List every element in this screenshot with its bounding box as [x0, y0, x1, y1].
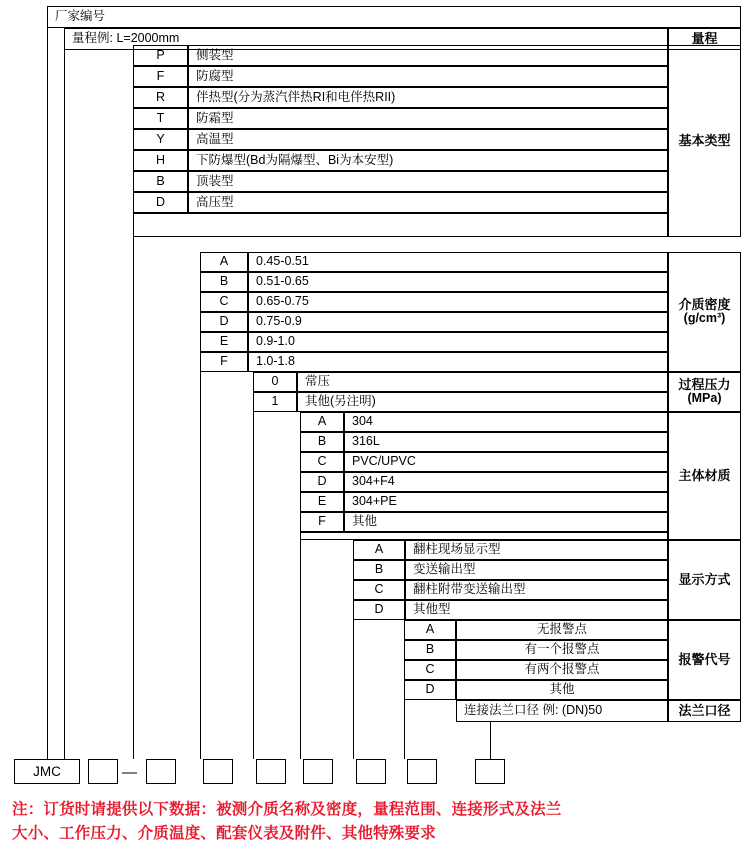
- alarm-code-0: [404, 620, 456, 640]
- basic-type-code-0: [133, 45, 188, 66]
- code-box-7[interactable]: [407, 759, 437, 784]
- alarm-code-3: [404, 680, 456, 700]
- code-label: B: [156, 173, 165, 188]
- desc-label: 0.9-1.0: [256, 334, 295, 349]
- display-code-2: [353, 580, 405, 600]
- density-code-1: [200, 272, 248, 292]
- basic-type-desc-4: [188, 129, 668, 150]
- display-title-label: 显示方式: [678, 571, 731, 587]
- basic-type-desc-1: [188, 66, 668, 87]
- pressure-title-label: 过程压力: [678, 376, 731, 392]
- basic-type-title: [668, 45, 741, 237]
- basic-type-code-1: [133, 66, 188, 87]
- density-code-4: [200, 332, 248, 352]
- dash-label: —: [122, 764, 137, 781]
- dash-separator: [122, 765, 137, 780]
- density-code-0: [200, 252, 248, 272]
- basic-type-code-2: [133, 87, 188, 108]
- leader-line-manufacturer: [47, 28, 48, 759]
- pressure-code-0: [253, 372, 297, 392]
- code-label: T: [156, 110, 165, 125]
- display-desc-0: [405, 540, 668, 560]
- code-label: D: [219, 314, 229, 329]
- material-title: [668, 412, 741, 540]
- alarm-title: [668, 620, 741, 700]
- material-title-label: 主体材质: [678, 467, 731, 483]
- code-label: 1: [271, 394, 279, 409]
- alarm-desc-1: [456, 640, 668, 660]
- leader-line-pressure: [253, 372, 254, 759]
- desc-label: 变送输出型: [413, 562, 476, 577]
- code-label: B: [317, 434, 327, 449]
- desc-label: 304: [352, 414, 373, 429]
- order-note-line-1: 注：订货时请提供以下数据：被测介质名称及密度，量程范围、连接形式及法兰: [12, 801, 562, 818]
- alarm-title-label: 报警代号: [678, 651, 731, 667]
- desc-label: 其他(另注明): [305, 394, 376, 409]
- pressure-desc-1: [297, 392, 668, 412]
- code-label: C: [425, 662, 435, 677]
- leader-line-flange: [490, 722, 491, 759]
- desc-label: 高压型: [196, 194, 234, 209]
- display-desc-3: [405, 600, 668, 620]
- alarm-desc-0: [456, 620, 668, 640]
- material-code-4: [300, 492, 344, 512]
- code-box-8[interactable]: [475, 759, 505, 784]
- code-label: D: [374, 602, 384, 617]
- desc-label: 其他型: [413, 602, 451, 617]
- display-code-1: [353, 560, 405, 580]
- density-title: [668, 252, 741, 372]
- range-title-label: 量程: [691, 30, 718, 46]
- leader-line-density: [200, 252, 201, 759]
- desc-label: 304+PE: [352, 494, 397, 509]
- desc-label: 0.65-0.75: [256, 294, 309, 309]
- code-label: E: [219, 334, 229, 349]
- alarm-code-1: [404, 640, 456, 660]
- code-label: D: [317, 474, 327, 489]
- desc-label: 316L: [352, 434, 380, 449]
- manufacturer-row: [47, 6, 741, 28]
- flange-title: [668, 700, 741, 722]
- desc-label: 伴热型(分为蒸汽伴热RI和电伴热RII): [196, 89, 396, 104]
- code-label: R: [155, 89, 166, 104]
- density-desc-1: [248, 272, 668, 292]
- code-label: P: [156, 47, 165, 62]
- pressure-title: [668, 372, 741, 412]
- code-label: Y: [156, 131, 165, 146]
- desc-label: 有两个报警点: [524, 662, 600, 677]
- material-spacer-row: [300, 532, 668, 540]
- flange-desc-label: 连接法兰口径 例: (DN)50: [464, 703, 603, 718]
- flange-desc: [456, 700, 668, 722]
- basic-type-desc-6: [188, 171, 668, 192]
- material-desc-0: [344, 412, 668, 432]
- material-desc-3: [344, 472, 668, 492]
- density-desc-3: [248, 312, 668, 332]
- desc-label: 下防爆型(Bd为隔爆型、Bi为本安型): [196, 152, 394, 167]
- code-label: H: [155, 152, 166, 167]
- material-code-0: [300, 412, 344, 432]
- pressure-title-subtitle: (MPa): [687, 391, 722, 406]
- material-desc-5: [344, 512, 668, 532]
- desc-label: 0.45-0.51: [256, 254, 309, 269]
- desc-label: 翻柱现场显示型: [413, 542, 501, 557]
- material-code-3: [300, 472, 344, 492]
- desc-label: 顶装型: [196, 173, 234, 188]
- density-code-5: [200, 352, 248, 372]
- code-box-1[interactable]: [88, 759, 118, 784]
- code-label: E: [317, 494, 327, 509]
- range-example-label: 量程例: L=2000mm: [72, 31, 180, 46]
- desc-label: 侧装型: [196, 47, 234, 62]
- code-label: B: [219, 274, 229, 289]
- material-code-5: [300, 512, 344, 532]
- pressure-desc-0: [297, 372, 668, 392]
- desc-label: 0.75-0.9: [256, 314, 302, 329]
- code-label: F: [156, 68, 165, 83]
- density-desc-0: [248, 252, 668, 272]
- desc-label: 防腐型: [196, 68, 234, 83]
- density-code-3: [200, 312, 248, 332]
- code-label: D: [425, 682, 435, 697]
- basic-type-code-3: [133, 108, 188, 129]
- leader-line-range: [64, 50, 65, 759]
- basic-type-code-5: [133, 150, 188, 171]
- desc-label: 1.0-1.8: [256, 354, 295, 369]
- density-title-subtitle: (g/cm³): [683, 311, 726, 326]
- display-desc-1: [405, 560, 668, 580]
- desc-label: 有一个报警点: [524, 642, 600, 657]
- code-box-6[interactable]: [356, 759, 386, 784]
- leader-line-alarm: [404, 700, 405, 759]
- desc-label: 其他: [352, 514, 378, 529]
- basic-type-desc-0: [188, 45, 668, 66]
- display-code-3: [353, 600, 405, 620]
- code-box-5[interactable]: [303, 759, 333, 784]
- flange-title-label: 法兰口径: [678, 702, 731, 718]
- leader-line-display: [353, 620, 354, 759]
- model-code-label: JMC: [33, 764, 61, 779]
- code-label: A: [374, 542, 384, 557]
- material-desc-4: [344, 492, 668, 512]
- desc-label: 常压: [305, 374, 331, 389]
- code-label: A: [425, 622, 435, 637]
- display-title: [668, 540, 741, 620]
- code-label: 0: [271, 374, 279, 389]
- basic-type-code-4: [133, 129, 188, 150]
- code-label: B: [425, 642, 435, 657]
- desc-label: 翻柱附带变送输出型: [413, 582, 526, 597]
- manufacturer-label: 厂家编号: [55, 9, 106, 24]
- code-box-4[interactable]: [256, 759, 286, 784]
- basic-type-desc-3: [188, 108, 668, 129]
- material-desc-1: [344, 432, 668, 452]
- display-desc-2: [405, 580, 668, 600]
- material-code-2: [300, 452, 344, 472]
- desc-label: 其他: [549, 682, 575, 697]
- code-label: C: [219, 294, 229, 309]
- basic-type-desc-7: [188, 192, 668, 213]
- basic-type-spacer-row: [133, 213, 668, 237]
- order-note: [12, 798, 742, 845]
- desc-label: PVC/UPVC: [352, 454, 416, 469]
- pressure-code-1: [253, 392, 297, 412]
- basic-type-title-label: 基本类型: [678, 132, 731, 148]
- density-desc-2: [248, 292, 668, 312]
- material-code-1: [300, 432, 344, 452]
- alarm-code-2: [404, 660, 456, 680]
- code-label: C: [317, 454, 327, 469]
- model-code-box[interactable]: [14, 759, 80, 784]
- code-box-2[interactable]: [146, 759, 176, 784]
- basic-type-code-7: [133, 192, 188, 213]
- desc-label: 304+F4: [352, 474, 395, 489]
- code-label: F: [220, 354, 228, 369]
- code-label: D: [155, 194, 166, 209]
- density-title-label: 介质密度: [678, 296, 731, 312]
- desc-label: 高温型: [196, 131, 234, 146]
- alarm-desc-2: [456, 660, 668, 680]
- desc-label: 0.51-0.65: [256, 274, 309, 289]
- desc-label: 防霜型: [196, 110, 234, 125]
- code-label: A: [317, 414, 327, 429]
- code-box-3[interactable]: [203, 759, 233, 784]
- code-label: F: [318, 514, 326, 529]
- basic-type-code-6: [133, 171, 188, 192]
- order-note-line-2: 大小、工作压力、介质温度、配套仪表及附件、其他特殊要求: [12, 825, 436, 843]
- desc-label: 无报警点: [536, 622, 587, 637]
- code-label: C: [374, 582, 384, 597]
- basic-type-desc-2: [188, 87, 668, 108]
- display-code-0: [353, 540, 405, 560]
- code-label: B: [374, 562, 384, 577]
- density-code-2: [200, 292, 248, 312]
- leader-line-material: [300, 540, 301, 759]
- code-label: A: [219, 254, 229, 269]
- alarm-desc-3: [456, 680, 668, 700]
- basic-type-desc-5: [188, 150, 668, 171]
- material-desc-2: [344, 452, 668, 472]
- leader-line-basic-type: [133, 237, 134, 759]
- density-desc-4: [248, 332, 668, 352]
- density-desc-5: [248, 352, 668, 372]
